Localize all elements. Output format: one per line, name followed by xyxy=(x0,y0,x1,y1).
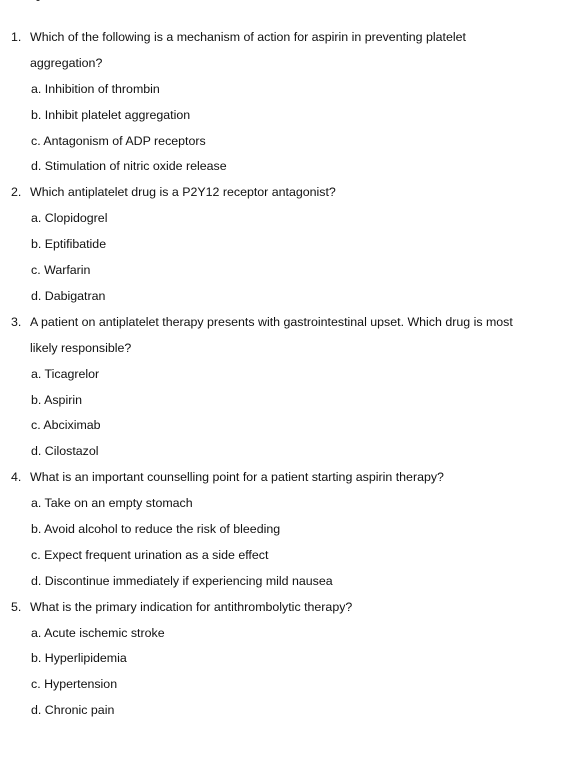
question-header xyxy=(0,465,581,491)
answer-option: c. Antagonism of ADP receptors xyxy=(31,133,206,148)
option-list xyxy=(0,362,581,466)
question-item xyxy=(0,595,581,724)
question-header xyxy=(0,310,581,362)
question-number: 4. xyxy=(11,470,22,485)
question-item xyxy=(0,310,581,465)
question-item xyxy=(0,180,581,309)
answer-option: a. Acute ischemic stroke xyxy=(31,625,165,640)
option-list xyxy=(0,77,581,181)
answer-option: a. Ticagrelor xyxy=(31,366,100,381)
question-text: Which of the following is a mechanism of action for aspirin in preventing platelet aggregation? xyxy=(30,30,466,70)
question-header xyxy=(0,180,581,206)
answer-option: b. Hyperlipidemia xyxy=(31,651,127,666)
question-header xyxy=(0,25,581,77)
answer-option: c. Hypertension xyxy=(31,677,118,692)
option-list xyxy=(0,491,581,595)
question-header xyxy=(0,595,581,621)
question-text: What is the primary indication for antithrombolytic therapy? xyxy=(30,599,353,614)
answer-option: a. Take on an empty stomach xyxy=(31,496,193,511)
answer-option: a. Clopidogrel xyxy=(31,211,108,226)
answer-option: b. Aspirin xyxy=(31,392,82,407)
answer-option: b. Inhibit platelet aggregation xyxy=(31,107,191,122)
question-text: Which antiplatelet drug is a P2Y12 receptor antagonist? xyxy=(30,185,336,200)
answer-option: d. Cilostazol xyxy=(31,444,99,459)
question-list xyxy=(0,25,581,724)
question-number: 2. xyxy=(11,185,22,200)
question-number: 3. xyxy=(11,314,22,329)
answer-option: c. Warfarin xyxy=(31,263,91,278)
answer-option: c. Expect frequent urination as a side effect xyxy=(31,547,269,562)
option-list xyxy=(0,206,581,310)
answer-option: d. Stimulation of nitric oxide release xyxy=(31,159,227,174)
answer-option: d. Chronic pain xyxy=(31,703,115,718)
option-list xyxy=(0,621,581,725)
page-edge-mark xyxy=(36,0,40,1)
question-number: 1. xyxy=(11,30,22,44)
question-text: A patient on antiplatelet therapy presents with gastrointestinal upset. Which drug is most likely responsible? xyxy=(30,314,513,355)
question-item xyxy=(0,465,581,594)
question-number: 5. xyxy=(11,599,22,614)
answer-option: b. Eptifibatide xyxy=(31,237,107,252)
answer-option: b. Avoid alcohol to reduce the risk of bleeding xyxy=(31,522,281,537)
question-item xyxy=(0,25,581,180)
answer-option: c. Abciximab xyxy=(31,418,101,433)
answer-option: a. Inhibition of thrombin xyxy=(31,81,160,96)
answer-option: d. Discontinue immediately if experiencing mild nausea xyxy=(31,573,333,588)
question-text: What is an important counselling point for a patient starting aspirin therapy? xyxy=(30,470,444,485)
answer-option: d. Dabigatran xyxy=(31,288,106,303)
